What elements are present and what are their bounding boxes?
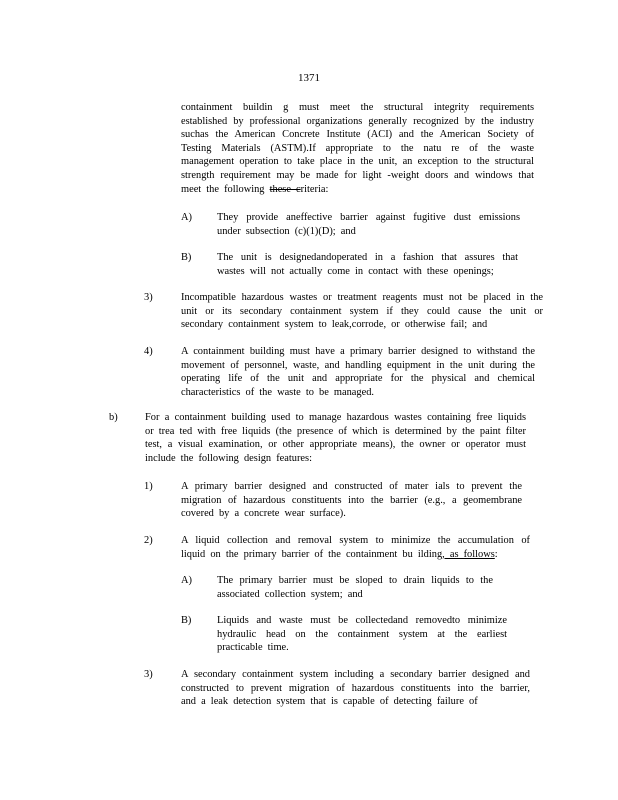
section-b-text: For a containment building used to manage hazardous wastes containing free liquids or trea ted with free liquids (the presence of which is determined by the paint filter test, a visual examination, or other appropriate means), the owner or operator must include the following design features: xyxy=(145,412,526,464)
item-4-text: A containment building must have a primary barrier designed to withstand the movement of personnel, waste, and handling equipment in the unit during the operating life of the unit and appropriate for the physical and chemical characteristics of the waste to be managed. xyxy=(181,346,535,398)
b2-item-marker-a: A) xyxy=(181,575,192,586)
b2-item-a-text: The primary barrier must be sloped to drain liquids to the associated collection system; and xyxy=(217,575,493,600)
item-marker-a: A) xyxy=(181,212,192,223)
intro-text-end: riteria: xyxy=(300,183,329,195)
item-b-text: The unit is designedandoperated in a fashion that assures that wastes will not actually come in contact with these openings; xyxy=(217,252,518,277)
b-item-2-text-end: : xyxy=(494,548,498,560)
item-marker-3: 3) xyxy=(144,292,153,303)
section-marker-b: b) xyxy=(109,412,118,423)
b-item-2-text-start: A liquid collection and removal system to minimize the accumulation of liquid on the primary barrier of the containment bu ilding xyxy=(181,535,530,560)
page-number: 1371 xyxy=(298,72,320,84)
b-item-2-text xyxy=(181,534,530,561)
intro-paragraph xyxy=(181,101,534,196)
b-item-3-text: A secondary containment system including a secondary barrier designed and constructed to prevent migration of hazardous constituents into the barrier, and a leak detection system that is capable of detecting failure of xyxy=(181,669,530,708)
b-item-marker-3: 3) xyxy=(144,669,153,680)
b2-item-marker-b: B) xyxy=(181,615,192,626)
item-marker-b: B) xyxy=(181,252,192,263)
item-marker-4: 4) xyxy=(144,346,153,357)
item-a-text: They provide aneffective barrier against fugitive dust emissions under subsection (c)(1)(D); and xyxy=(217,212,520,237)
struck-text: these c xyxy=(269,183,301,195)
item-3-text: Incompatible hazardous wastes or treatment reagents must not be placed in the unit or its secondary containment system if they could cause the unit or secondary containment system to leak,corrode, or otherwise fail; and xyxy=(181,292,543,331)
b2-item-b-text: Liquids and waste must be collectedand removedto minimize hydraulic head on the containment system at the earliest practicable time. xyxy=(217,615,507,654)
intro-text: containment buildin g must meet the structural integrity requirements established by professional organizations generally recognized by the industry suchas the American Concrete Institute (ACI) and the American Society of Testing Materials (ASTM).If appropriate to the natu re of the waste management operation to take place in the unit, an exception to the structural strength requirement may be made for light -weight doors and windows that meet the following xyxy=(181,102,534,195)
b-item-1-text: A primary barrier designed and constructed of mater ials to prevent the migration of hazardous constituents into the barrier (e.g., a geomembrane covered by a concrete wear surface). xyxy=(181,481,522,520)
b-item-marker-2: 2) xyxy=(144,535,153,546)
inserted-underlined-text: , as follows xyxy=(442,548,495,560)
b-item-marker-1: 1) xyxy=(144,481,153,492)
